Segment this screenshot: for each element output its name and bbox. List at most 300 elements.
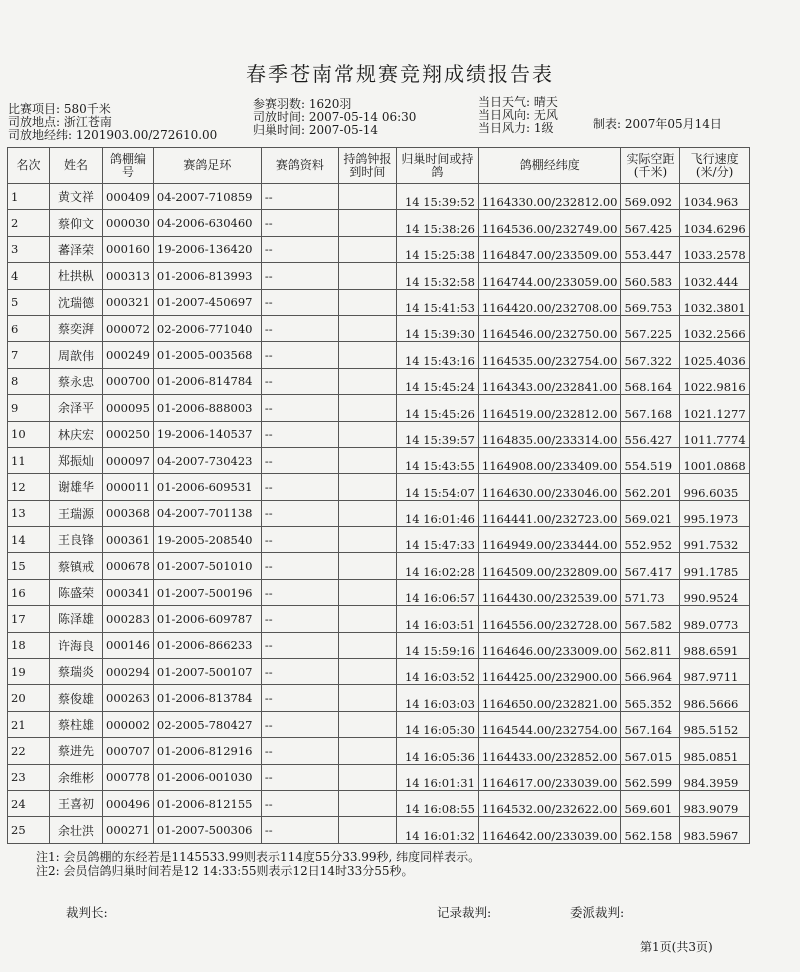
meta-release-time: 司放时间: 2007-05-14 06:30 <box>253 110 417 124</box>
cell-distance: 560.583 <box>621 263 680 289</box>
cell-distance: 567.168 <box>621 395 680 421</box>
cell-coords: 1164544.00/232754.00 <box>478 711 621 737</box>
cell-name: 黄文祥 <box>50 184 103 210</box>
cell-name: 王瑞源 <box>50 500 103 526</box>
cell-distance: 553.447 <box>621 236 680 262</box>
cell-ring: 01-2006-813993 <box>153 263 261 289</box>
cell-name: 王良锋 <box>50 527 103 553</box>
cell-coords: 1164847.00/233509.00 <box>478 236 621 262</box>
cell-rank: 17 <box>8 606 50 632</box>
cell-ring: 19-2006-140537 <box>153 421 261 447</box>
cell-name: 蕃泽荣 <box>50 236 103 262</box>
cell-ring: 19-2005-208540 <box>153 527 261 553</box>
cell-ring: 01-2006-812916 <box>153 738 261 764</box>
results-table-body <box>8 184 750 844</box>
cell-rank: 19 <box>8 659 50 685</box>
cell-clock <box>338 553 396 579</box>
cell-rank: 6 <box>8 315 50 341</box>
cell-loft-id: 000294 <box>103 659 154 685</box>
cell-ring: 01-2007-501010 <box>153 553 261 579</box>
cell-info: -- <box>261 711 338 737</box>
cell-distance: 567.225 <box>621 315 680 341</box>
cell-clock <box>338 527 396 553</box>
cell-info: -- <box>261 685 338 711</box>
cell-info: -- <box>261 632 338 658</box>
cell-rank: 18 <box>8 632 50 658</box>
cell-loft-id: 000072 <box>103 315 154 341</box>
cell-arrival: 14 15:47:33 <box>396 527 478 553</box>
cell-arrival: 14 15:45:26 <box>396 395 478 421</box>
cell-loft-id: 000368 <box>103 500 154 526</box>
table-row <box>8 738 750 764</box>
cell-coords: 1164835.00/233314.00 <box>478 421 621 447</box>
table-row <box>8 553 750 579</box>
cell-distance: 569.601 <box>621 790 680 816</box>
cell-speed: 989.0773 <box>680 606 749 632</box>
cell-ring: 04-2007-710859 <box>153 184 261 210</box>
cell-info: -- <box>261 553 338 579</box>
cell-rank: 20 <box>8 685 50 711</box>
col-arrival-header: 归巢时间或持鸽 <box>396 148 478 184</box>
cell-clock <box>338 236 396 262</box>
cell-info: -- <box>261 395 338 421</box>
cell-info: -- <box>261 210 338 236</box>
cell-clock <box>338 289 396 315</box>
cell-rank: 8 <box>8 368 50 394</box>
cell-loft-id: 000263 <box>103 685 154 711</box>
cell-name: 蔡进先 <box>50 738 103 764</box>
cell-name: 蔡奕湃 <box>50 315 103 341</box>
cell-info: -- <box>261 790 338 816</box>
cell-name: 余壮洪 <box>50 817 103 843</box>
cell-ring: 01-2006-609531 <box>153 474 261 500</box>
cell-info: -- <box>261 606 338 632</box>
cell-rank: 3 <box>8 236 50 262</box>
cell-coords: 1164420.00/232708.00 <box>478 289 621 315</box>
cell-name: 蔡柱雄 <box>50 711 103 737</box>
cell-info: -- <box>261 447 338 473</box>
cell-loft-id: 000097 <box>103 447 154 473</box>
cell-coords: 1164630.00/233046.00 <box>478 474 621 500</box>
cell-ring: 01-2007-500306 <box>153 817 261 843</box>
cell-name: 王喜初 <box>50 790 103 816</box>
cell-clock <box>338 447 396 473</box>
cell-clock <box>338 711 396 737</box>
cell-speed: 985.5152 <box>680 711 749 737</box>
cell-distance: 552.952 <box>621 527 680 553</box>
cell-rank: 23 <box>8 764 50 790</box>
note-1: 注1: 会员鸽棚的东经若是1145533.99则表示114度55分33.99秒, 纬度同样表示。 <box>36 850 481 864</box>
cell-speed: 1021.1277 <box>680 395 749 421</box>
cell-arrival: 14 15:43:55 <box>396 447 478 473</box>
cell-clock <box>338 764 396 790</box>
cell-loft-id: 000283 <box>103 606 154 632</box>
cell-speed: 987.9711 <box>680 659 749 685</box>
table-row <box>8 579 750 605</box>
cell-distance: 554.519 <box>621 447 680 473</box>
cell-coords: 1164642.00/233039.00 <box>478 817 621 843</box>
cell-loft-id: 000778 <box>103 764 154 790</box>
cell-distance: 569.021 <box>621 500 680 526</box>
table-row <box>8 527 750 553</box>
cell-ring: 04-2006-630460 <box>153 210 261 236</box>
cell-name: 郑振灿 <box>50 447 103 473</box>
cell-arrival: 14 15:32:58 <box>396 263 478 289</box>
cell-clock <box>338 606 396 632</box>
cell-loft-id: 000361 <box>103 527 154 553</box>
cell-ring: 01-2006-812155 <box>153 790 261 816</box>
cell-clock <box>338 474 396 500</box>
cell-clock <box>338 579 396 605</box>
cell-ring: 01-2007-450697 <box>153 289 261 315</box>
signature-referee: 裁判长: <box>66 905 108 920</box>
table-header-row <box>8 148 750 184</box>
cell-rank: 15 <box>8 553 50 579</box>
cell-coords: 1164532.00/232622.00 <box>478 790 621 816</box>
cell-info: -- <box>261 184 338 210</box>
cell-arrival: 14 16:01:46 <box>396 500 478 526</box>
note-2: 注2: 会员信鸽归巢时间若是12 14:33:55则表示12日14时33分55秒。 <box>36 864 414 878</box>
cell-name: 陈泽雄 <box>50 606 103 632</box>
cell-coords: 1164509.00/232809.00 <box>478 553 621 579</box>
cell-name: 蔡永忠 <box>50 368 103 394</box>
cell-speed: 995.1973 <box>680 500 749 526</box>
cell-rank: 22 <box>8 738 50 764</box>
cell-info: -- <box>261 236 338 262</box>
cell-name: 蔡瑞炎 <box>50 659 103 685</box>
report-title: 春季苍南常规赛竞翔成绩报告表 <box>246 62 554 86</box>
cell-info: -- <box>261 659 338 685</box>
cell-rank: 2 <box>8 210 50 236</box>
cell-clock <box>338 210 396 236</box>
cell-loft-id: 000707 <box>103 738 154 764</box>
cell-distance: 562.201 <box>621 474 680 500</box>
cell-ring: 04-2007-730423 <box>153 447 261 473</box>
col-speed-header: 飞行速度(米/分) <box>680 148 749 184</box>
cell-ring: 01-2007-500107 <box>153 659 261 685</box>
table-row <box>8 184 750 210</box>
cell-info: -- <box>261 527 338 553</box>
table-row <box>8 817 750 843</box>
cell-distance: 566.964 <box>621 659 680 685</box>
cell-distance: 565.352 <box>621 685 680 711</box>
cell-distance: 571.73 <box>621 579 680 605</box>
meta-entries: 参赛羽数: 1620羽 <box>253 97 352 111</box>
cell-rank: 16 <box>8 579 50 605</box>
cell-arrival: 14 15:45:24 <box>396 368 478 394</box>
cell-coords: 1164425.00/232900.00 <box>478 659 621 685</box>
cell-rank: 25 <box>8 817 50 843</box>
cell-coords: 1164556.00/232728.00 <box>478 606 621 632</box>
cell-distance: 569.753 <box>621 289 680 315</box>
cell-arrival: 14 15:59:16 <box>396 632 478 658</box>
cell-rank: 9 <box>8 395 50 421</box>
cell-arrival: 14 16:01:31 <box>396 764 478 790</box>
cell-arrival: 14 15:54:07 <box>396 474 478 500</box>
col-info-header: 赛鸽资料 <box>261 148 338 184</box>
cell-coords: 1164908.00/233409.00 <box>478 447 621 473</box>
cell-speed: 991.1785 <box>680 553 749 579</box>
cell-distance: 562.599 <box>621 764 680 790</box>
cell-ring: 01-2006-609787 <box>153 606 261 632</box>
cell-speed: 1011.7774 <box>680 421 749 447</box>
cell-speed: 1022.9816 <box>680 368 749 394</box>
meta-weather-block <box>478 96 558 135</box>
cell-speed: 986.5666 <box>680 685 749 711</box>
cell-distance: 567.425 <box>621 210 680 236</box>
cell-coords: 1164650.00/232821.00 <box>478 685 621 711</box>
cell-rank: 1 <box>8 184 50 210</box>
cell-speed: 1032.2566 <box>680 315 749 341</box>
cell-loft-id: 000313 <box>103 263 154 289</box>
cell-arrival: 14 16:01:32 <box>396 817 478 843</box>
cell-clock <box>338 685 396 711</box>
table-row <box>8 236 750 262</box>
cell-info: -- <box>261 474 338 500</box>
cell-info: -- <box>261 342 338 368</box>
cell-speed: 1032.444 <box>680 263 749 289</box>
cell-clock <box>338 263 396 289</box>
cell-rank: 5 <box>8 289 50 315</box>
cell-clock <box>338 738 396 764</box>
cell-ring: 01-2007-500196 <box>153 579 261 605</box>
cell-ring: 02-2006-771040 <box>153 315 261 341</box>
cell-ring: 04-2007-701138 <box>153 500 261 526</box>
cell-speed: 1034.963 <box>680 184 749 210</box>
cell-distance: 562.811 <box>621 632 680 658</box>
table-row <box>8 790 750 816</box>
cell-info: -- <box>261 368 338 394</box>
meta-release-coords: 司放地经纬: 1201903.00/272610.00 <box>8 128 218 142</box>
cell-info: -- <box>261 421 338 447</box>
cell-loft-id: 000249 <box>103 342 154 368</box>
table-row <box>8 474 750 500</box>
cell-arrival: 14 16:03:51 <box>396 606 478 632</box>
table-row <box>8 659 750 685</box>
notes-block <box>36 850 480 878</box>
cell-clock <box>338 368 396 394</box>
cell-loft-id: 000146 <box>103 632 154 658</box>
meta-weather: 当日天气: 晴天 <box>478 95 558 109</box>
cell-loft-id: 000002 <box>103 711 154 737</box>
cell-loft-id: 000011 <box>103 474 154 500</box>
cell-distance: 567.322 <box>621 342 680 368</box>
cell-clock <box>338 659 396 685</box>
cell-speed: 1025.4036 <box>680 342 749 368</box>
meta-wind-force: 当日风力: 1级 <box>478 121 554 135</box>
cell-clock <box>338 500 396 526</box>
cell-ring: 19-2006-136420 <box>153 236 261 262</box>
table-row <box>8 263 750 289</box>
cell-arrival: 14 16:06:57 <box>396 579 478 605</box>
cell-arrival: 14 15:38:26 <box>396 210 478 236</box>
table-row <box>8 210 750 236</box>
cell-loft-id: 000341 <box>103 579 154 605</box>
cell-distance: 569.092 <box>621 184 680 210</box>
cell-coords: 1164617.00/233039.00 <box>478 764 621 790</box>
cell-arrival: 14 16:05:30 <box>396 711 478 737</box>
cell-coords: 1164546.00/232750.00 <box>478 315 621 341</box>
cell-coords: 1164744.00/233059.00 <box>478 263 621 289</box>
meta-return-time: 归巢时间: 2007-05-14 <box>253 123 379 137</box>
table-row <box>8 500 750 526</box>
meta-wind-direction: 当日风向: 无风 <box>478 108 558 122</box>
cell-speed: 984.3959 <box>680 764 749 790</box>
cell-clock <box>338 395 396 421</box>
table-row <box>8 395 750 421</box>
cell-loft-id: 000030 <box>103 210 154 236</box>
results-table <box>7 147 750 844</box>
cell-name: 陈盛荣 <box>50 579 103 605</box>
cell-coords: 1164519.00/232812.00 <box>478 395 621 421</box>
cell-name: 许海良 <box>50 632 103 658</box>
cell-coords: 1164330.00/232812.00 <box>478 184 621 210</box>
cell-loft-id: 000160 <box>103 236 154 262</box>
table-row <box>8 368 750 394</box>
cell-name: 周歆伟 <box>50 342 103 368</box>
cell-loft-id: 000321 <box>103 289 154 315</box>
cell-speed: 1001.0868 <box>680 447 749 473</box>
cell-speed: 985.0851 <box>680 738 749 764</box>
cell-name: 谢雄华 <box>50 474 103 500</box>
cell-loft-id: 000409 <box>103 184 154 210</box>
col-clock-header: 持鸽钟报到时间 <box>338 148 396 184</box>
col-loft-id-header: 鸽棚编号 <box>103 148 154 184</box>
table-row <box>8 315 750 341</box>
cell-speed: 996.6035 <box>680 474 749 500</box>
cell-rank: 24 <box>8 790 50 816</box>
cell-rank: 7 <box>8 342 50 368</box>
cell-info: -- <box>261 579 338 605</box>
cell-speed: 1034.6296 <box>680 210 749 236</box>
cell-clock <box>338 632 396 658</box>
cell-clock <box>338 817 396 843</box>
meta-release-place: 司放地点: 浙江苍南 <box>8 115 112 129</box>
cell-info: -- <box>261 764 338 790</box>
col-ring-header: 赛鸽足环 <box>153 148 261 184</box>
cell-arrival: 14 16:02:28 <box>396 553 478 579</box>
cell-arrival: 14 16:08:55 <box>396 790 478 816</box>
cell-clock <box>338 421 396 447</box>
table-row <box>8 421 750 447</box>
cell-ring: 01-2006-001030 <box>153 764 261 790</box>
col-coords-header: 鸽棚经纬度 <box>478 148 621 184</box>
cell-arrival: 14 15:39:57 <box>396 421 478 447</box>
table-row <box>8 289 750 315</box>
cell-ring: 01-2005-003568 <box>153 342 261 368</box>
cell-name: 林庆宏 <box>50 421 103 447</box>
table-row <box>8 764 750 790</box>
cell-ring: 01-2006-888003 <box>153 395 261 421</box>
cell-coords: 1164430.00/232539.00 <box>478 579 621 605</box>
meta-race-block <box>8 103 217 142</box>
cell-coords: 1164536.00/232749.00 <box>478 210 621 236</box>
cell-arrival: 14 15:41:53 <box>396 289 478 315</box>
cell-distance: 567.015 <box>621 738 680 764</box>
cell-rank: 12 <box>8 474 50 500</box>
table-row <box>8 711 750 737</box>
meta-race-item: 比赛项目: 580千米 <box>8 102 111 116</box>
cell-info: -- <box>261 263 338 289</box>
table-row <box>8 606 750 632</box>
cell-arrival: 14 15:39:52 <box>396 184 478 210</box>
cell-coords: 1164441.00/232723.00 <box>478 500 621 526</box>
cell-speed: 991.7532 <box>680 527 749 553</box>
cell-loft-id: 000095 <box>103 395 154 421</box>
cell-arrival: 14 16:03:52 <box>396 659 478 685</box>
cell-rank: 13 <box>8 500 50 526</box>
cell-rank: 10 <box>8 421 50 447</box>
cell-speed: 1032.3801 <box>680 289 749 315</box>
table-row <box>8 447 750 473</box>
cell-ring: 01-2006-866233 <box>153 632 261 658</box>
cell-info: -- <box>261 315 338 341</box>
cell-clock <box>338 790 396 816</box>
cell-distance: 567.417 <box>621 553 680 579</box>
cell-distance: 567.164 <box>621 711 680 737</box>
cell-distance: 567.582 <box>621 606 680 632</box>
table-row <box>8 685 750 711</box>
col-distance-header: 实际空距(千米) <box>621 148 680 184</box>
cell-rank: 21 <box>8 711 50 737</box>
cell-info: -- <box>261 817 338 843</box>
cell-loft-id: 000271 <box>103 817 154 843</box>
cell-speed: 1033.2578 <box>680 236 749 262</box>
cell-info: -- <box>261 500 338 526</box>
cell-info: -- <box>261 289 338 315</box>
cell-ring: 02-2005-780427 <box>153 711 261 737</box>
cell-coords: 1164535.00/232754.00 <box>478 342 621 368</box>
signature-recorder: 记录裁判: <box>437 905 492 920</box>
cell-speed: 990.9524 <box>680 579 749 605</box>
cell-name: 蔡镇戒 <box>50 553 103 579</box>
cell-ring: 01-2006-814784 <box>153 368 261 394</box>
cell-loft-id: 000496 <box>103 790 154 816</box>
cell-loft-id: 000700 <box>103 368 154 394</box>
col-rank-header: 名次 <box>8 148 50 184</box>
cell-speed: 988.6591 <box>680 632 749 658</box>
cell-arrival: 14 16:05:36 <box>396 738 478 764</box>
cell-arrival: 14 15:39:30 <box>396 315 478 341</box>
table-row <box>8 342 750 368</box>
cell-clock <box>338 342 396 368</box>
cell-loft-id: 000678 <box>103 553 154 579</box>
cell-loft-id: 000250 <box>103 421 154 447</box>
cell-coords: 1164646.00/233009.00 <box>478 632 621 658</box>
signature-assigned: 委派裁判: <box>570 905 625 920</box>
cell-name: 余维彬 <box>50 764 103 790</box>
col-name-header: 姓名 <box>50 148 103 184</box>
table-row <box>8 632 750 658</box>
cell-arrival: 14 16:03:03 <box>396 685 478 711</box>
cell-info: -- <box>261 738 338 764</box>
cell-coords: 1164949.00/233444.00 <box>478 527 621 553</box>
cell-clock <box>338 315 396 341</box>
cell-name: 蔡俊雄 <box>50 685 103 711</box>
cell-rank: 14 <box>8 527 50 553</box>
cell-clock <box>338 184 396 210</box>
cell-distance: 568.164 <box>621 368 680 394</box>
page-number: 第1页(共3页) <box>640 940 713 954</box>
meta-made-date: 制表: 2007年05月14日 <box>593 117 722 131</box>
cell-rank: 11 <box>8 447 50 473</box>
cell-name: 蔡仰文 <box>50 210 103 236</box>
cell-ring: 01-2006-813784 <box>153 685 261 711</box>
cell-distance: 556.427 <box>621 421 680 447</box>
cell-distance: 562.158 <box>621 817 680 843</box>
cell-speed: 983.9079 <box>680 790 749 816</box>
cell-speed: 983.5967 <box>680 817 749 843</box>
